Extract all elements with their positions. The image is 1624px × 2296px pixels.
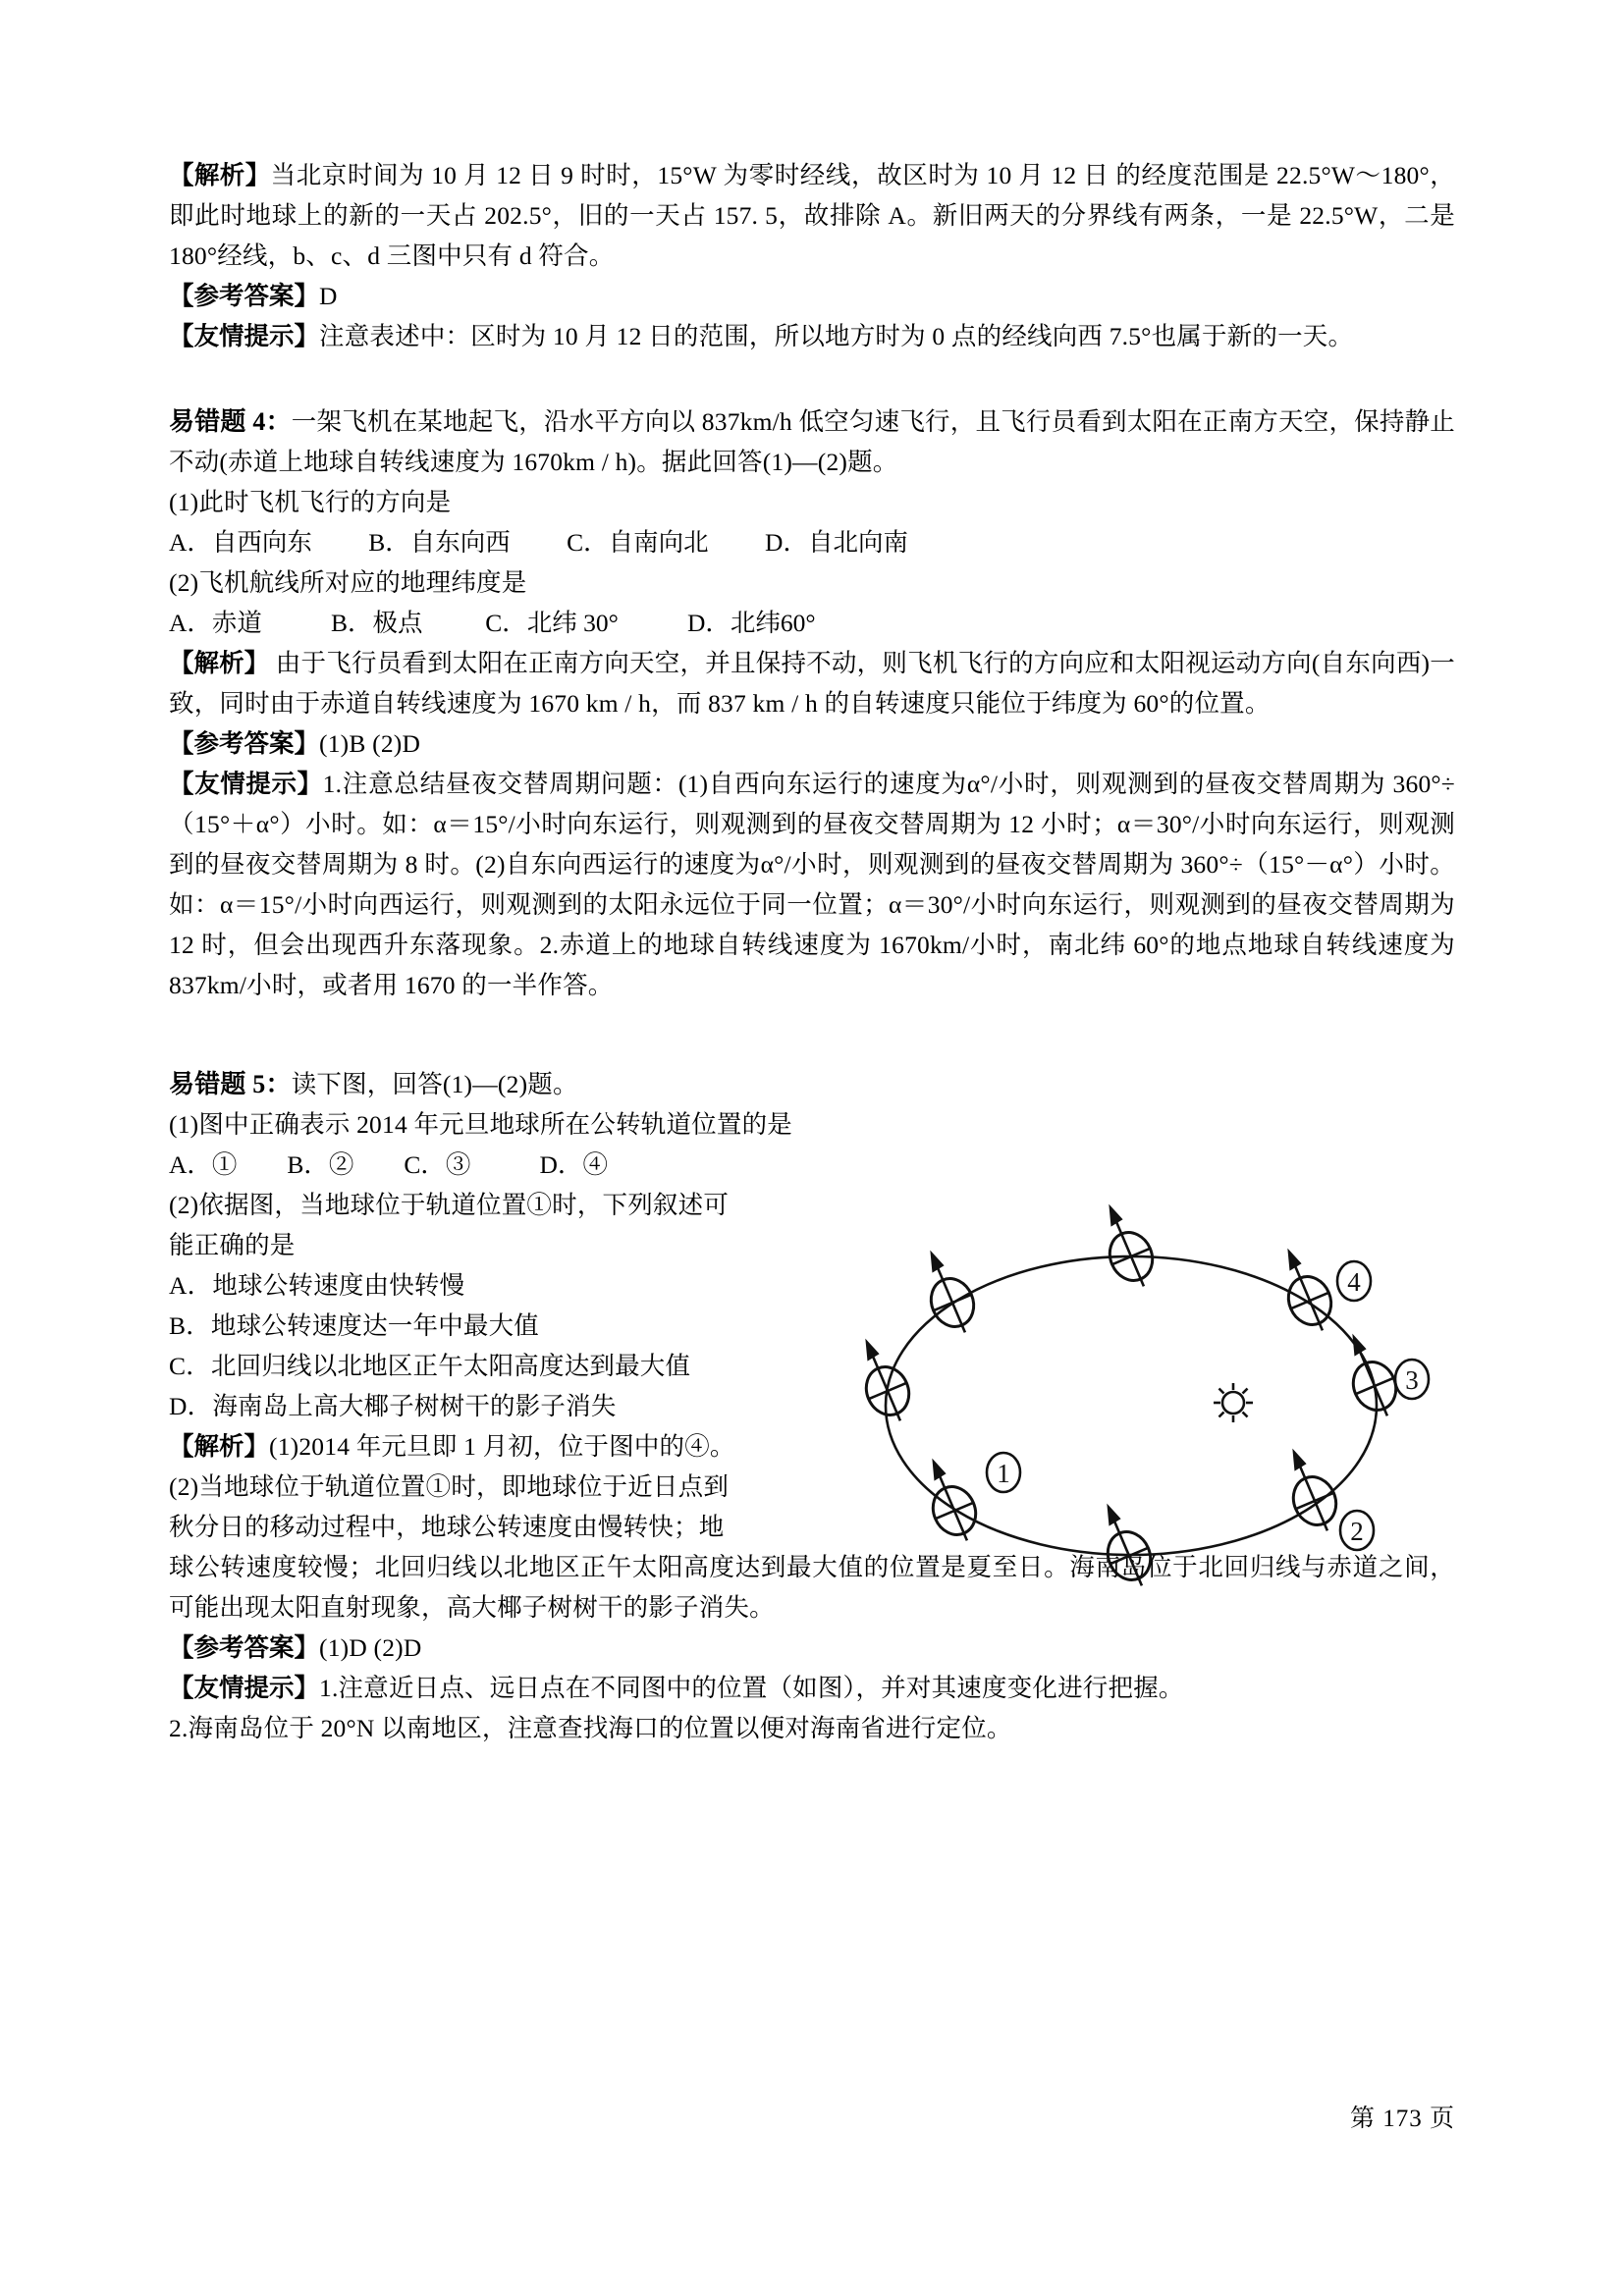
q5-option-b: B．地球公转速度达一年中最大值 bbox=[169, 1311, 540, 1340]
q4-sub2-prompt: (2)飞机航线所对应的地理纬度是 bbox=[169, 568, 527, 597]
section-spacer bbox=[169, 356, 1455, 401]
orbit-label-2 bbox=[1340, 1511, 1374, 1550]
tip-label: 【友情提示】 bbox=[169, 770, 323, 798]
q5-sub1-options: A．① B．② C．③ D．④ bbox=[169, 1150, 608, 1179]
page-content bbox=[169, 155, 1455, 1748]
answer-label: 【参考答案】 bbox=[169, 1633, 320, 1662]
svg-text:4: 4 bbox=[1347, 1267, 1361, 1297]
q3-answer-paragraph bbox=[169, 276, 1455, 316]
q5-sub2-prompt-line1: (2)依据图，当地球位于轨道位置①时，下列叙述可 bbox=[169, 1191, 730, 1219]
earth-marker bbox=[1088, 1495, 1161, 1593]
q4-tip-paragraph bbox=[169, 764, 1455, 1005]
analysis-text: 由于飞行员看到太阳在正南方向天空，并且保持不动，则飞机飞行的方向应和太阳视运动方向(自东向西)一致，同时由于赤道自转线速度为 1670 km / h，而 837 km / h 的自转速度只能位于纬度为 60°的位置。 bbox=[169, 649, 1455, 718]
orbit-ellipse bbox=[886, 1256, 1377, 1555]
q3-analysis-paragraph bbox=[169, 155, 1455, 276]
analysis-text: 当北京时间为 10 月 12 日 9 时时，15°W 为零时经线，故区时为 10 月 12 日 的经度范围是 22.5°W～180°，即此时地球上的新的一天占 202.5°，旧的一天占 157. 5，故排除 A。新旧两天的分界线有两条，一是 22.5°W，二是 180°经线，b、c、d 三图中只有 d 符合。 bbox=[169, 161, 1455, 270]
q5-analysis-line1 bbox=[169, 1426, 856, 1467]
orbit-svg bbox=[837, 1195, 1455, 1617]
q5-answer-paragraph bbox=[169, 1628, 1455, 1668]
answer-text: D bbox=[319, 282, 338, 310]
orbit-label-3 bbox=[1395, 1360, 1429, 1399]
tip-label: 【友情提示】 bbox=[169, 1674, 320, 1702]
q4-heading-label: 易错题 4： bbox=[169, 407, 292, 436]
page-number: 第 173 页 bbox=[1349, 2106, 1455, 2132]
tip-text: 1.注意总结昼夜交替周期问题：(1)自西向东运行的速度为α°/小时，则观测到的昼夜交替周期为 360°÷（15°＋α°）小时。如：α＝15°/小时向东运行，则观测到的昼夜交替周期为 12 小时；α＝30°/小时向东运行，则观测到的昼夜交替周期为 8 时。(2)自东向西运行的速度为α°/小时，则观测到的昼夜交替周期为 360°÷（15°－α°）小时。如：α＝15°/小时向西运行，则观测到的太阳永远位于同一位置；α＝30°/小时向东运行，则观测到的昼夜交替周期为 12 时，但会出现西升东落现象。2.赤道上的地球自转线速度为 1670km/小时，南北纬 60°的地点地球自转线速度为 837km/小时，或者用 1670 的一半作答。 bbox=[169, 770, 1455, 999]
analysis-label: 【解析】 bbox=[169, 649, 270, 677]
q4-stem-text: 一架飞机在某地起飞，沿水平方向以 837km/h 低空匀速飞行，且飞行员看到太阳在正南方天空，保持静止不动(赤道上地球自转线速度为 1670km / h)。据此回答(1)—(2)题。 bbox=[169, 407, 1456, 476]
svg-text:3: 3 bbox=[1405, 1365, 1419, 1395]
q5-option-c: C．北回归线以北地区正午太阳高度达到最大值 bbox=[169, 1352, 691, 1380]
q5-tip-paragraph bbox=[169, 1668, 1455, 1708]
section-spacer bbox=[169, 1050, 1455, 1064]
svg-text:2: 2 bbox=[1350, 1517, 1364, 1546]
tip-text: 注意表述中：区时为 10 月 12 日的范围，所以地方时为 0 点的经线向西 7.5°也属于新的一天。 bbox=[319, 322, 1354, 350]
q5-text-and-figure bbox=[169, 1185, 1455, 1547]
earth-marker bbox=[846, 1330, 919, 1428]
q5-sub1-prompt: (1)图中正确表示 2014 年元旦地球所在公转轨道位置的是 bbox=[169, 1110, 792, 1139]
answer-text: (1)D (2)D bbox=[319, 1633, 422, 1662]
q4-analysis-paragraph bbox=[169, 643, 1455, 723]
q3-tip-paragraph bbox=[169, 316, 1455, 356]
q4-answer-paragraph bbox=[169, 723, 1455, 764]
section-spacer bbox=[169, 1005, 1455, 1050]
q5-analysis-rest: 球公转速度较慢；北回归线以北地区正午太阳高度达到最大值的位置是夏至日。海南岛位于北回归线与赤道之间，可能出现太阳直射现象，高大椰子树树干的影子消失。 bbox=[169, 1553, 1455, 1622]
svg-text:1: 1 bbox=[997, 1459, 1010, 1488]
q5-option-d: D．海南岛上高大椰子树树干的影子消失 bbox=[169, 1392, 617, 1420]
q5-analysis-line3: 秋分日的移动过程中，地球公转速度由慢转快；地 bbox=[169, 1513, 725, 1541]
answer-label: 【参考答案】 bbox=[169, 282, 320, 310]
q5-stem-text: 读下图，回答(1)—(2)题。 bbox=[291, 1070, 578, 1098]
q4-sub1-prompt: (1)此时飞机飞行的方向是 bbox=[169, 488, 452, 516]
analysis-label: 【解析】 bbox=[169, 161, 271, 189]
earth-marker-4 bbox=[1269, 1240, 1341, 1338]
orbit-label-1 bbox=[987, 1453, 1020, 1492]
q4-sub2-options: A．赤道 B．极点 C．北纬 30° D．北纬60° bbox=[169, 609, 816, 637]
earth-orbit-figure bbox=[837, 1195, 1455, 1617]
earth-marker bbox=[1090, 1196, 1163, 1294]
q5-heading-label: 易错题 5： bbox=[169, 1070, 292, 1098]
page-footer bbox=[0, 2099, 1624, 2158]
q5-analysis-line2: (2)当地球位于轨道位置①时，即地球位于近日点到 bbox=[169, 1472, 730, 1501]
tip-label: 【友情提示】 bbox=[169, 322, 320, 350]
q5-sub2-prompt-line2: 能正确的是 bbox=[169, 1231, 296, 1259]
q5-left-text-column bbox=[169, 1185, 856, 1547]
tip-text-1: 1.注意近日点、远日点在不同图中的位置（如图），并对其速度变化进行把握。 bbox=[319, 1674, 1184, 1702]
q4-stem-paragraph bbox=[169, 401, 1455, 482]
q5-stem-paragraph bbox=[169, 1064, 1455, 1104]
earth-marker-1 bbox=[913, 1450, 986, 1548]
analysis-label: 【解析】 bbox=[169, 1432, 270, 1461]
answer-text: (1)B (2)D bbox=[319, 729, 421, 758]
analysis-text-1: (1)2014 年元旦即 1 月初，位于图中的④。 bbox=[269, 1432, 735, 1461]
q5-tip-paragraph-2: 2.海南岛位于 20°N 以南地区，注意查找海口的位置以便对海南省进行定位。 bbox=[169, 1714, 1012, 1742]
q4-sub1-options: A．自西向东 B．自东向西 C．自南向北 D．自北向南 bbox=[169, 528, 908, 557]
answer-label: 【参考答案】 bbox=[169, 729, 320, 758]
q5-option-a: A．地球公转速度由快转慢 bbox=[169, 1271, 465, 1300]
orbit-label-4 bbox=[1337, 1261, 1371, 1301]
sun-icon bbox=[1214, 1383, 1253, 1422]
